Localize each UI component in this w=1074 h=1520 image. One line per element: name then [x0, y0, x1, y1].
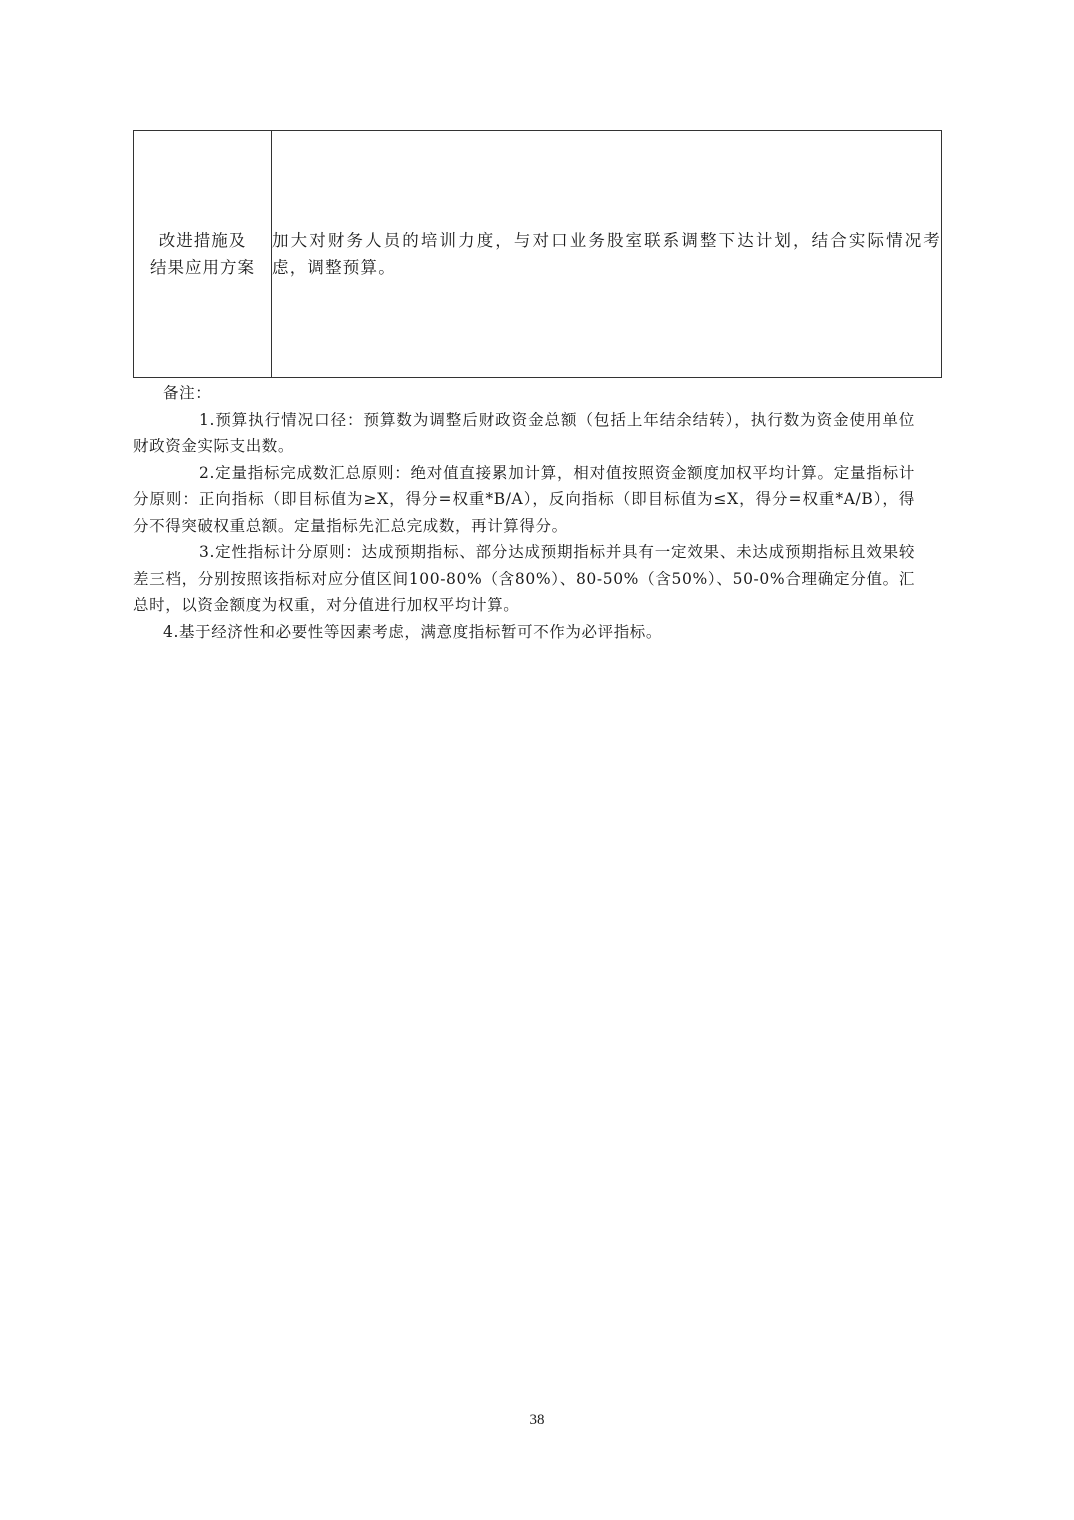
row-content-cell: 加大对财务人员的培训力度，与对口业务股室联系调整下达计划，结合实际情况考虑，调整预算。 — [272, 131, 942, 378]
row-label-line-1: 改进措施及 — [158, 231, 247, 250]
note-item-3: 3.定性指标计分原则：达成预期指标、部分达成预期指标并具有一定效果、未达成预期指标且效果较差三档，分别按照该指标对应分值区间100-80%（含80%）、80-50%（含50%）、50-0%合理确定分值。汇总时，以资金额度为权重，对分值进行加权平均计算。 — [133, 543, 915, 614]
notes-title: 备注： — [163, 384, 212, 402]
row-label-line-2: 结果应用方案 — [150, 258, 255, 277]
table-row — [134, 131, 942, 378]
note-item-2: 2.定量指标完成数汇总原则：绝对值直接累加计算，相对值按照资金额度加权平均计算。定量指标计分原则：正向指标（即目标值为≥X，得分=权重*B/A），反向指标（即目标值为≤X，得分=权重*A/B），得分不得突破权重总额。定量指标先汇总完成数，再计算得分。 — [133, 463, 915, 535]
note-item-1: 1.预算执行情况口径：预算数为调整后财政资金总额（包括上年结余结转），执行数为资金使用单位财政资金实际支出数。 — [133, 410, 915, 455]
row-label-cell — [134, 131, 272, 378]
notes-section — [133, 380, 915, 645]
page-number: 38 — [529, 1412, 545, 1428]
improvement-table — [133, 130, 942, 378]
note-item-4: 4.基于经济性和必要性等因素考虑，满意度指标暂可不作为必评指标。 — [163, 622, 662, 641]
